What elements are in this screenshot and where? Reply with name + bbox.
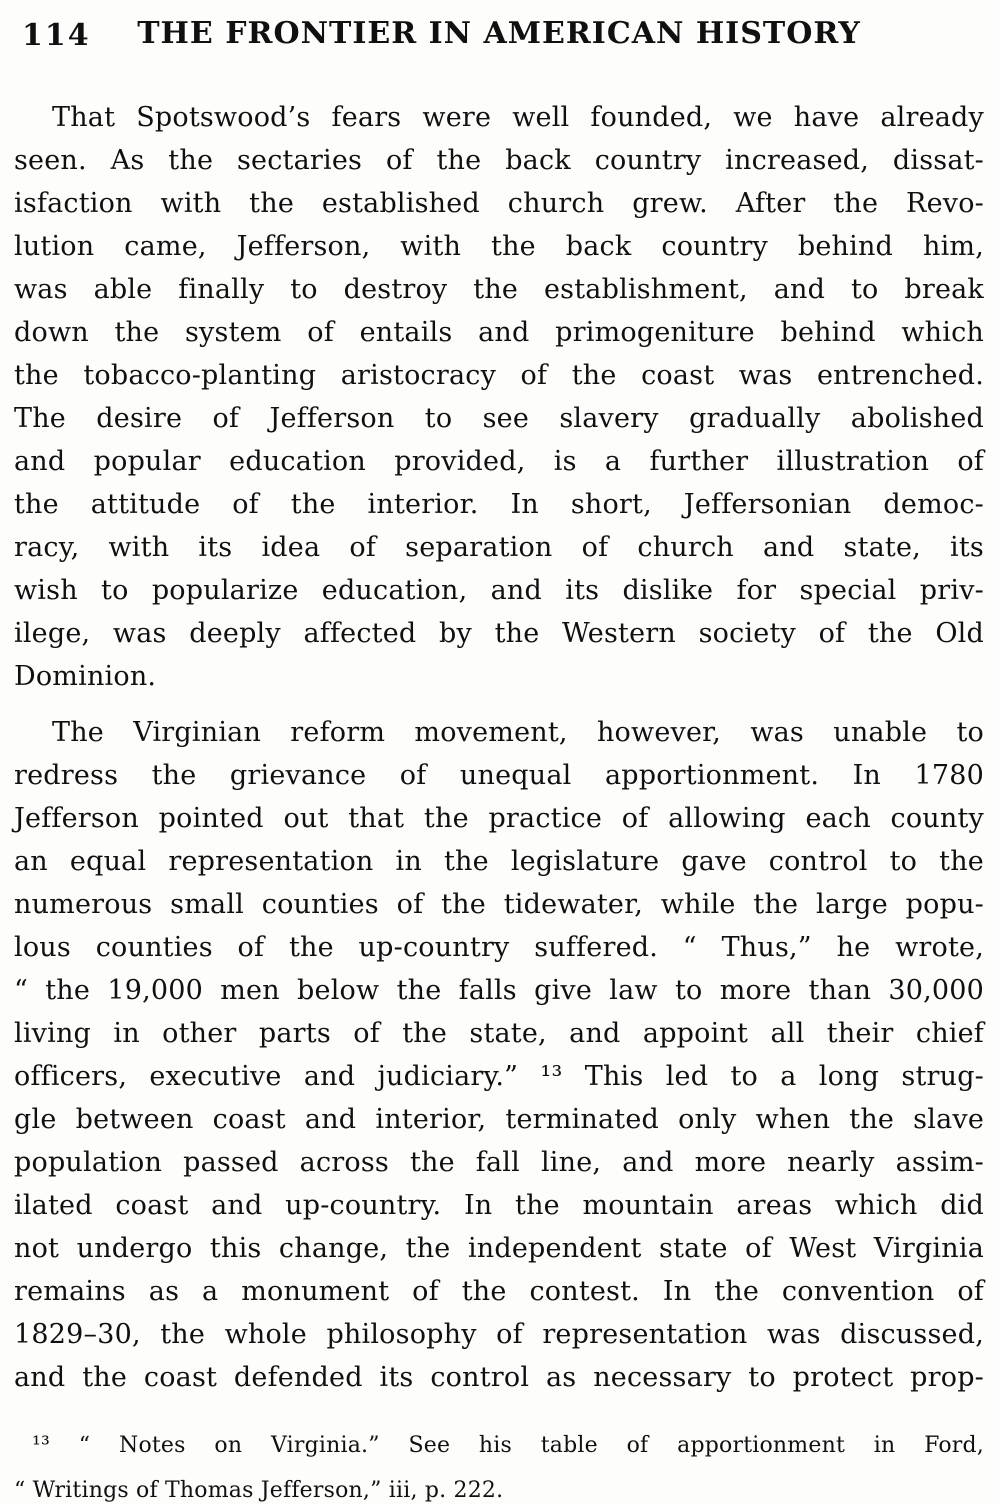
- text-line: not undergo this change, the independent state of West Virginia: [14, 1233, 984, 1264]
- text-line: gle between coast and interior, terminated only when the slave: [14, 1104, 984, 1135]
- text-line: lution came, Jefferson, with the back country behind him,: [14, 231, 984, 262]
- text-line: The Virginian reform movement, however, was unable to: [52, 717, 984, 748]
- text-line: lous counties of the up-country suffered. “ Thus,” he wrote,: [14, 932, 984, 963]
- text-line: an equal representation in the legislature gave control to the: [14, 846, 984, 877]
- text-line: isfaction with the established church grew. After the Revo-: [14, 188, 984, 219]
- page-number: 114: [22, 18, 91, 53]
- text-line: Dominion.: [14, 661, 157, 692]
- page-header: [14, 16, 984, 56]
- paragraph: [14, 1423, 984, 1504]
- text-line: living in other parts of the state, and appoint all their chief: [14, 1018, 984, 1049]
- text-line: racy, with its idea of separation of church and state, its: [14, 532, 984, 563]
- text-line: numerous small counties of the tidewater, while the large popu-: [14, 889, 984, 920]
- text-line: ¹³ “ Notes on Virginia.” See his table of apportionment in Ford,: [32, 1433, 984, 1458]
- text-line: The desire of Jefferson to see slavery gradually abolished: [14, 403, 984, 434]
- footnote: [14, 1423, 984, 1504]
- text-line: the attitude of the interior. In short, Jeffersonian democ-: [14, 489, 984, 520]
- paragraph: [14, 711, 984, 1399]
- text-line: and the coast defended its control as necessary to protect prop-: [14, 1362, 984, 1393]
- text-line: was able finally to destroy the establishment, and to break: [14, 274, 984, 305]
- text-line: seen. As the sectaries of the back country increased, dissat-: [14, 145, 984, 176]
- text-line: wish to popularize education, and its dislike for special priv-: [14, 575, 984, 606]
- paragraph: [14, 96, 984, 698]
- text-line: and popular education provided, is a further illustration of: [14, 446, 984, 477]
- text-line: population passed across the fall line, and more nearly assim-: [14, 1147, 984, 1178]
- text-line: That Spotswood’s fears were well founded, we have already: [52, 102, 984, 133]
- text-line: “ Writings of Thomas Jefferson,” iii, p. 222.: [14, 1478, 504, 1503]
- text-line: officers, executive and judiciary.” ¹³ This led to a long strug-: [14, 1061, 984, 1092]
- text-line: ilated coast and up-country. In the mountain areas which did: [14, 1190, 984, 1221]
- text-line: ilege, was deeply affected by the Western society of the Old: [14, 618, 984, 649]
- body-text: [14, 96, 984, 1399]
- text-line: “ the 19,000 men below the falls give law to more than 30,000: [14, 975, 984, 1006]
- text-line: down the system of entails and primogeniture behind which: [14, 317, 984, 348]
- text-line: redress the grievance of unequal apportionment. In 1780: [14, 760, 984, 791]
- text-line: the tobacco-planting aristocracy of the coast was entrenched.: [14, 360, 984, 391]
- text-line: 1829–30, the whole philosophy of representation was discussed,: [14, 1319, 984, 1350]
- text-line: remains as a monument of the contest. In the convention of: [14, 1276, 984, 1307]
- running-title: THE FRONTIER IN AMERICAN HISTORY: [137, 16, 861, 51]
- text-line: Jefferson pointed out that the practice of allowing each county: [14, 803, 984, 834]
